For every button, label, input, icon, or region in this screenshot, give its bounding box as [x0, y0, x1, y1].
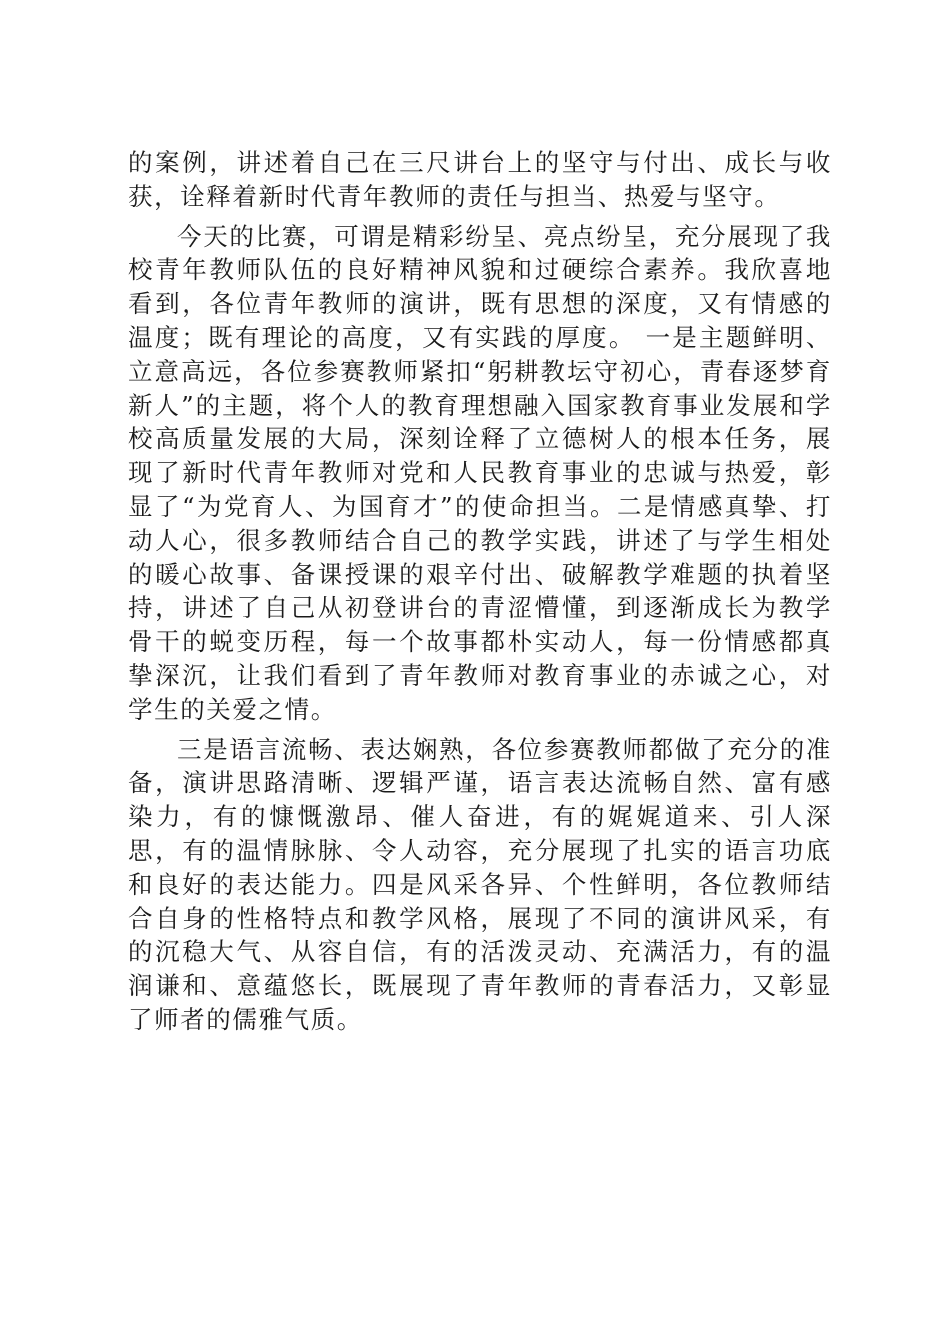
document-body: [128, 146, 832, 1037]
paragraph-3: 三是语言流畅、表达娴熟，各位参赛教师都做了充分的准备，演讲思路清晰、逻辑严谨，语言表达流畅自然、富有感染力，有的慷慨激昂、催人奋进，有的娓娓道来、引人深思，有的温情脉脉、令人动容，充分展现了扎实的语言功底和良好的表达能力。四是风采各异、个性鲜明，各位教师结合自身的性格特点和教学风格，展现了不同的演讲风采，有的沉稳大气、从容自信，有的活泼灵动、充满活力，有的温润谦和、意蕴悠长，既展现了青年教师的青春活力，又彰显了师者的儒雅气质。: [128, 734, 832, 1034]
paragraph-1: 的案例，讲述着自己在三尺讲台上的坚守与付出、成长与收获，诠释着新时代青年教师的责任与担当、热爱与坚守。: [128, 148, 832, 211]
paragraph-2: 今天的比赛，可谓是精彩纷呈、亮点纷呈，充分展现了我校青年教师队伍的良好精神风貌和过硬综合素养。我欣喜地看到，各位青年教师的演讲，既有思想的深度，又有情感的温度；既有理论的高度，又有实践的厚度。 一是主题鲜明、立意高远，各位参赛教师紧扣“躬耕教坛守初心，青春逐梦育新人”的主题，将个人的教育理想融入国家教育事业发展和学校高质量发展的大局，深刻诠释了立德树人的根本任务，展现了新时代青年教师对党和人民教育事业的忠诚与热爱，彰显了“为党育人、为国育才”的使命担当。二是情感真挚、打动人心，很多教师结合自己的教学实践，讲述了与学生相处的暖心故事、备课授课的艰辛付出、破解教学难题的执着坚持，讲述了自己从初登讲台的青涩懵懂，到逐渐成长为教学骨干的蜕变历程，每一个故事都朴实动人，每一份情感都真挚深沉，让我们看到了青年教师对教育事业的赤诚之心，对学生的关爱之情。: [128, 221, 832, 724]
